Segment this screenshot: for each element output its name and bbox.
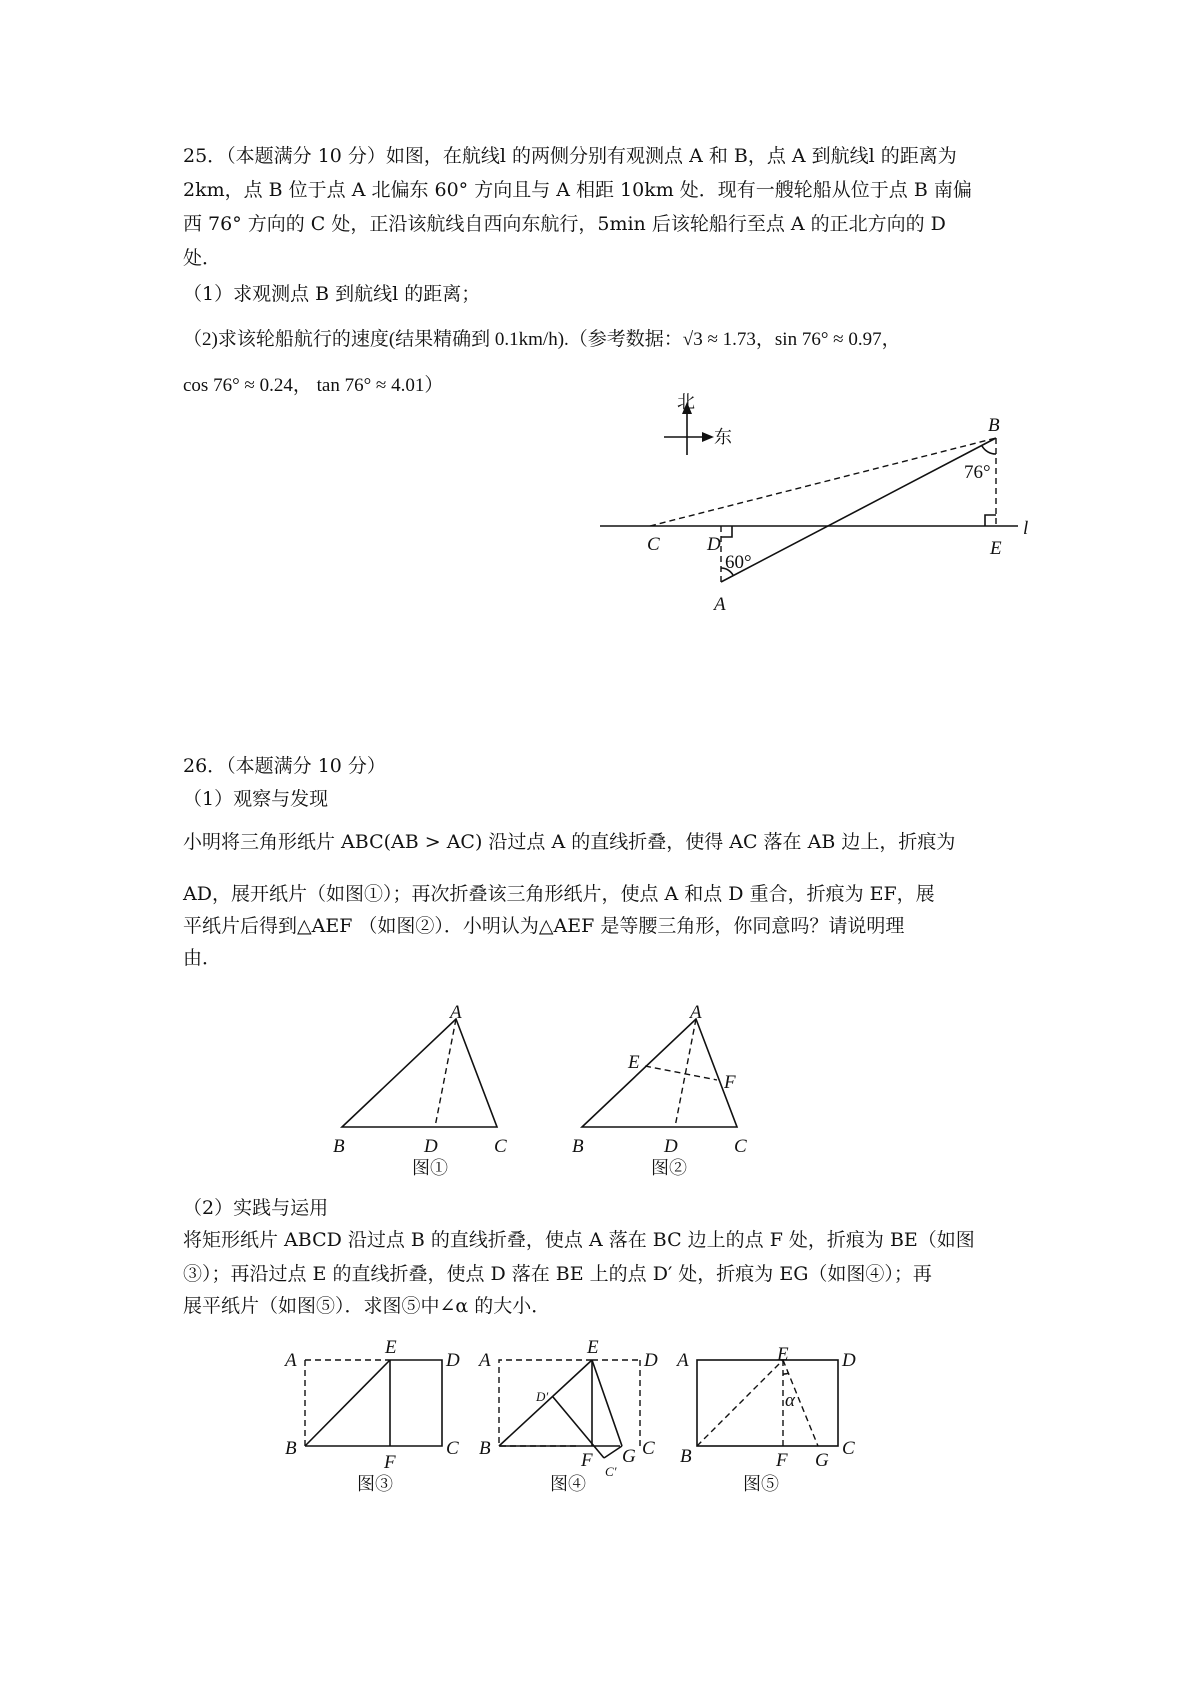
fig3-label-e: E <box>385 1337 397 1358</box>
fig2-label-e: E <box>628 1052 640 1073</box>
fig5-label-d: D <box>842 1350 856 1371</box>
fig5-label-c: C <box>842 1438 855 1459</box>
fig1-label-a: A <box>450 1002 462 1023</box>
fig5-label-f: F <box>776 1450 788 1471</box>
fig5-angle-alpha-arc <box>783 1373 789 1374</box>
line-label-l: l <box>1023 518 1029 539</box>
q26-part-2-line-3: 展平纸片（如图⑤）．求图⑤中∠α 的大小． <box>183 1295 551 1317</box>
fig4-label-d: D <box>644 1350 658 1371</box>
fig4-label-b: B <box>479 1438 491 1459</box>
q26-part-1-title: （1）观察与发现 <box>183 788 329 810</box>
fig4-label-a: A <box>479 1350 491 1371</box>
point-label-d: D <box>707 534 721 555</box>
angle-label-a: 60° <box>725 552 752 573</box>
fig3-label-b: B <box>285 1438 297 1459</box>
q26-part-1-line-1: 小明将三角形纸片 ABC(AB > AC) 沿过点 A 的直线折叠，使得 AC 落在 AB 边上，折痕为 <box>183 831 956 853</box>
fig4-label-g: G <box>622 1446 636 1467</box>
fig4-label-cprime: C′ <box>605 1464 617 1479</box>
fig5-label-a: A <box>677 1350 689 1371</box>
fig4-fold-eg <box>592 1360 622 1446</box>
fig5-label-alpha: α <box>785 1390 795 1411</box>
q25-line-3: 西 76° 方向的 C 处，正沿该航线自西向东航行，5min 后该轮船行至点 A 的正北方向的 D <box>183 213 946 235</box>
fig2-label-b: B <box>572 1136 584 1157</box>
fig2-label-a: A <box>690 1002 702 1023</box>
point-label-c: C <box>647 534 660 555</box>
point-label-e: E <box>990 538 1002 559</box>
fig5-rectangle <box>697 1360 838 1446</box>
fig2-label-f: F <box>724 1072 736 1093</box>
fig5-fold-be-dashed <box>697 1360 783 1446</box>
compass-north-label: 北 <box>677 392 695 413</box>
point-label-b: B <box>988 415 1000 436</box>
fig3-fold-be <box>305 1360 390 1446</box>
fig3-rect-right <box>305 1360 442 1446</box>
fig5-label-g: G <box>815 1450 829 1471</box>
q26-part-1-line-4: 由． <box>183 947 222 969</box>
fig3-label-c: C <box>446 1438 459 1459</box>
angle-label-b: 76° <box>964 462 991 483</box>
q26-part-2-line-1: 将矩形纸片 ABCD 沿过点 B 的直线折叠，使点 A 落在 BC 边上的点 F 处，折痕为 BE（如图 <box>183 1229 975 1251</box>
point-label-a: A <box>714 594 726 615</box>
q26-part-2-line-2: ③）；再沿过点 E 的直线折叠，使点 D 落在 BE 上的点 D′ 处，折痕为 EG（如图④）；再 <box>183 1263 932 1285</box>
fig4-label-dprime: D′ <box>536 1389 549 1404</box>
fig2-label-d: D <box>664 1136 678 1157</box>
fig4-label-e: E <box>587 1337 599 1358</box>
fig5-caption: 图⑤ <box>743 1474 779 1495</box>
fig5-label-e: E <box>777 1344 789 1365</box>
q25-line-1: 25．（本题满分 10 分）如图，在航线l 的两侧分别有观测点 A 和 B，点 A 到航线l 的距离为 <box>183 145 957 167</box>
q25-part-2: （2)求该轮船航行的速度(结果精确到 0.1km/h).（参考数据：√3 ≈ 1.73，sin 76° ≈ 0.97， <box>183 329 901 350</box>
q26-title: 26．（本题满分 10 分） <box>183 755 386 777</box>
q25-part-1: （1）求观测点 B 到航线l 的距离； <box>183 283 481 305</box>
q25-part-2-reference-data: cos 76° ≈ 0.24， tan 76° ≈ 4.01） <box>183 375 444 396</box>
fig1-caption: 图① <box>412 1158 448 1179</box>
q25-line-2: 2km，点 B 位于点 A 北偏东 60° 方向且与 A 相距 10km 处．现有一艘轮船从位于点 B 南偏 <box>183 179 972 201</box>
fig4-caption: 图④ <box>550 1474 586 1495</box>
q26-part-1-line-2: AD，展开纸片（如图①）；再次折叠该三角形纸片，使点 A 和点 D 重合，折痕为 EF，展 <box>183 883 935 905</box>
fig4-segment-dpcp <box>553 1397 604 1458</box>
q26-part-2-title: （2）实践与运用 <box>183 1197 329 1219</box>
fig3-label-d: D <box>446 1350 460 1371</box>
fig3-label-f: F <box>384 1452 396 1473</box>
q26-part-1-line-3: 平纸片后得到△AEF （如图②）．小明认为△AEF 是等腰三角形，你同意吗？请说明理 <box>183 915 905 937</box>
fig1-label-c: C <box>494 1136 507 1157</box>
fig3-caption: 图③ <box>357 1474 393 1495</box>
fig2-caption: 图② <box>651 1158 687 1179</box>
fig3-label-a: A <box>285 1350 297 1371</box>
fig4-label-c: C <box>642 1438 655 1459</box>
q25-line-4: 处． <box>183 247 222 269</box>
fig5-label-b: B <box>680 1446 692 1467</box>
fig1-label-b: B <box>333 1136 345 1157</box>
fig4-segment-cpg <box>604 1446 622 1458</box>
fig2-label-c: C <box>734 1136 747 1157</box>
fig1-label-d: D <box>424 1136 438 1157</box>
fig4-label-f: F <box>581 1450 593 1471</box>
compass-east-label: 东 <box>714 427 732 448</box>
